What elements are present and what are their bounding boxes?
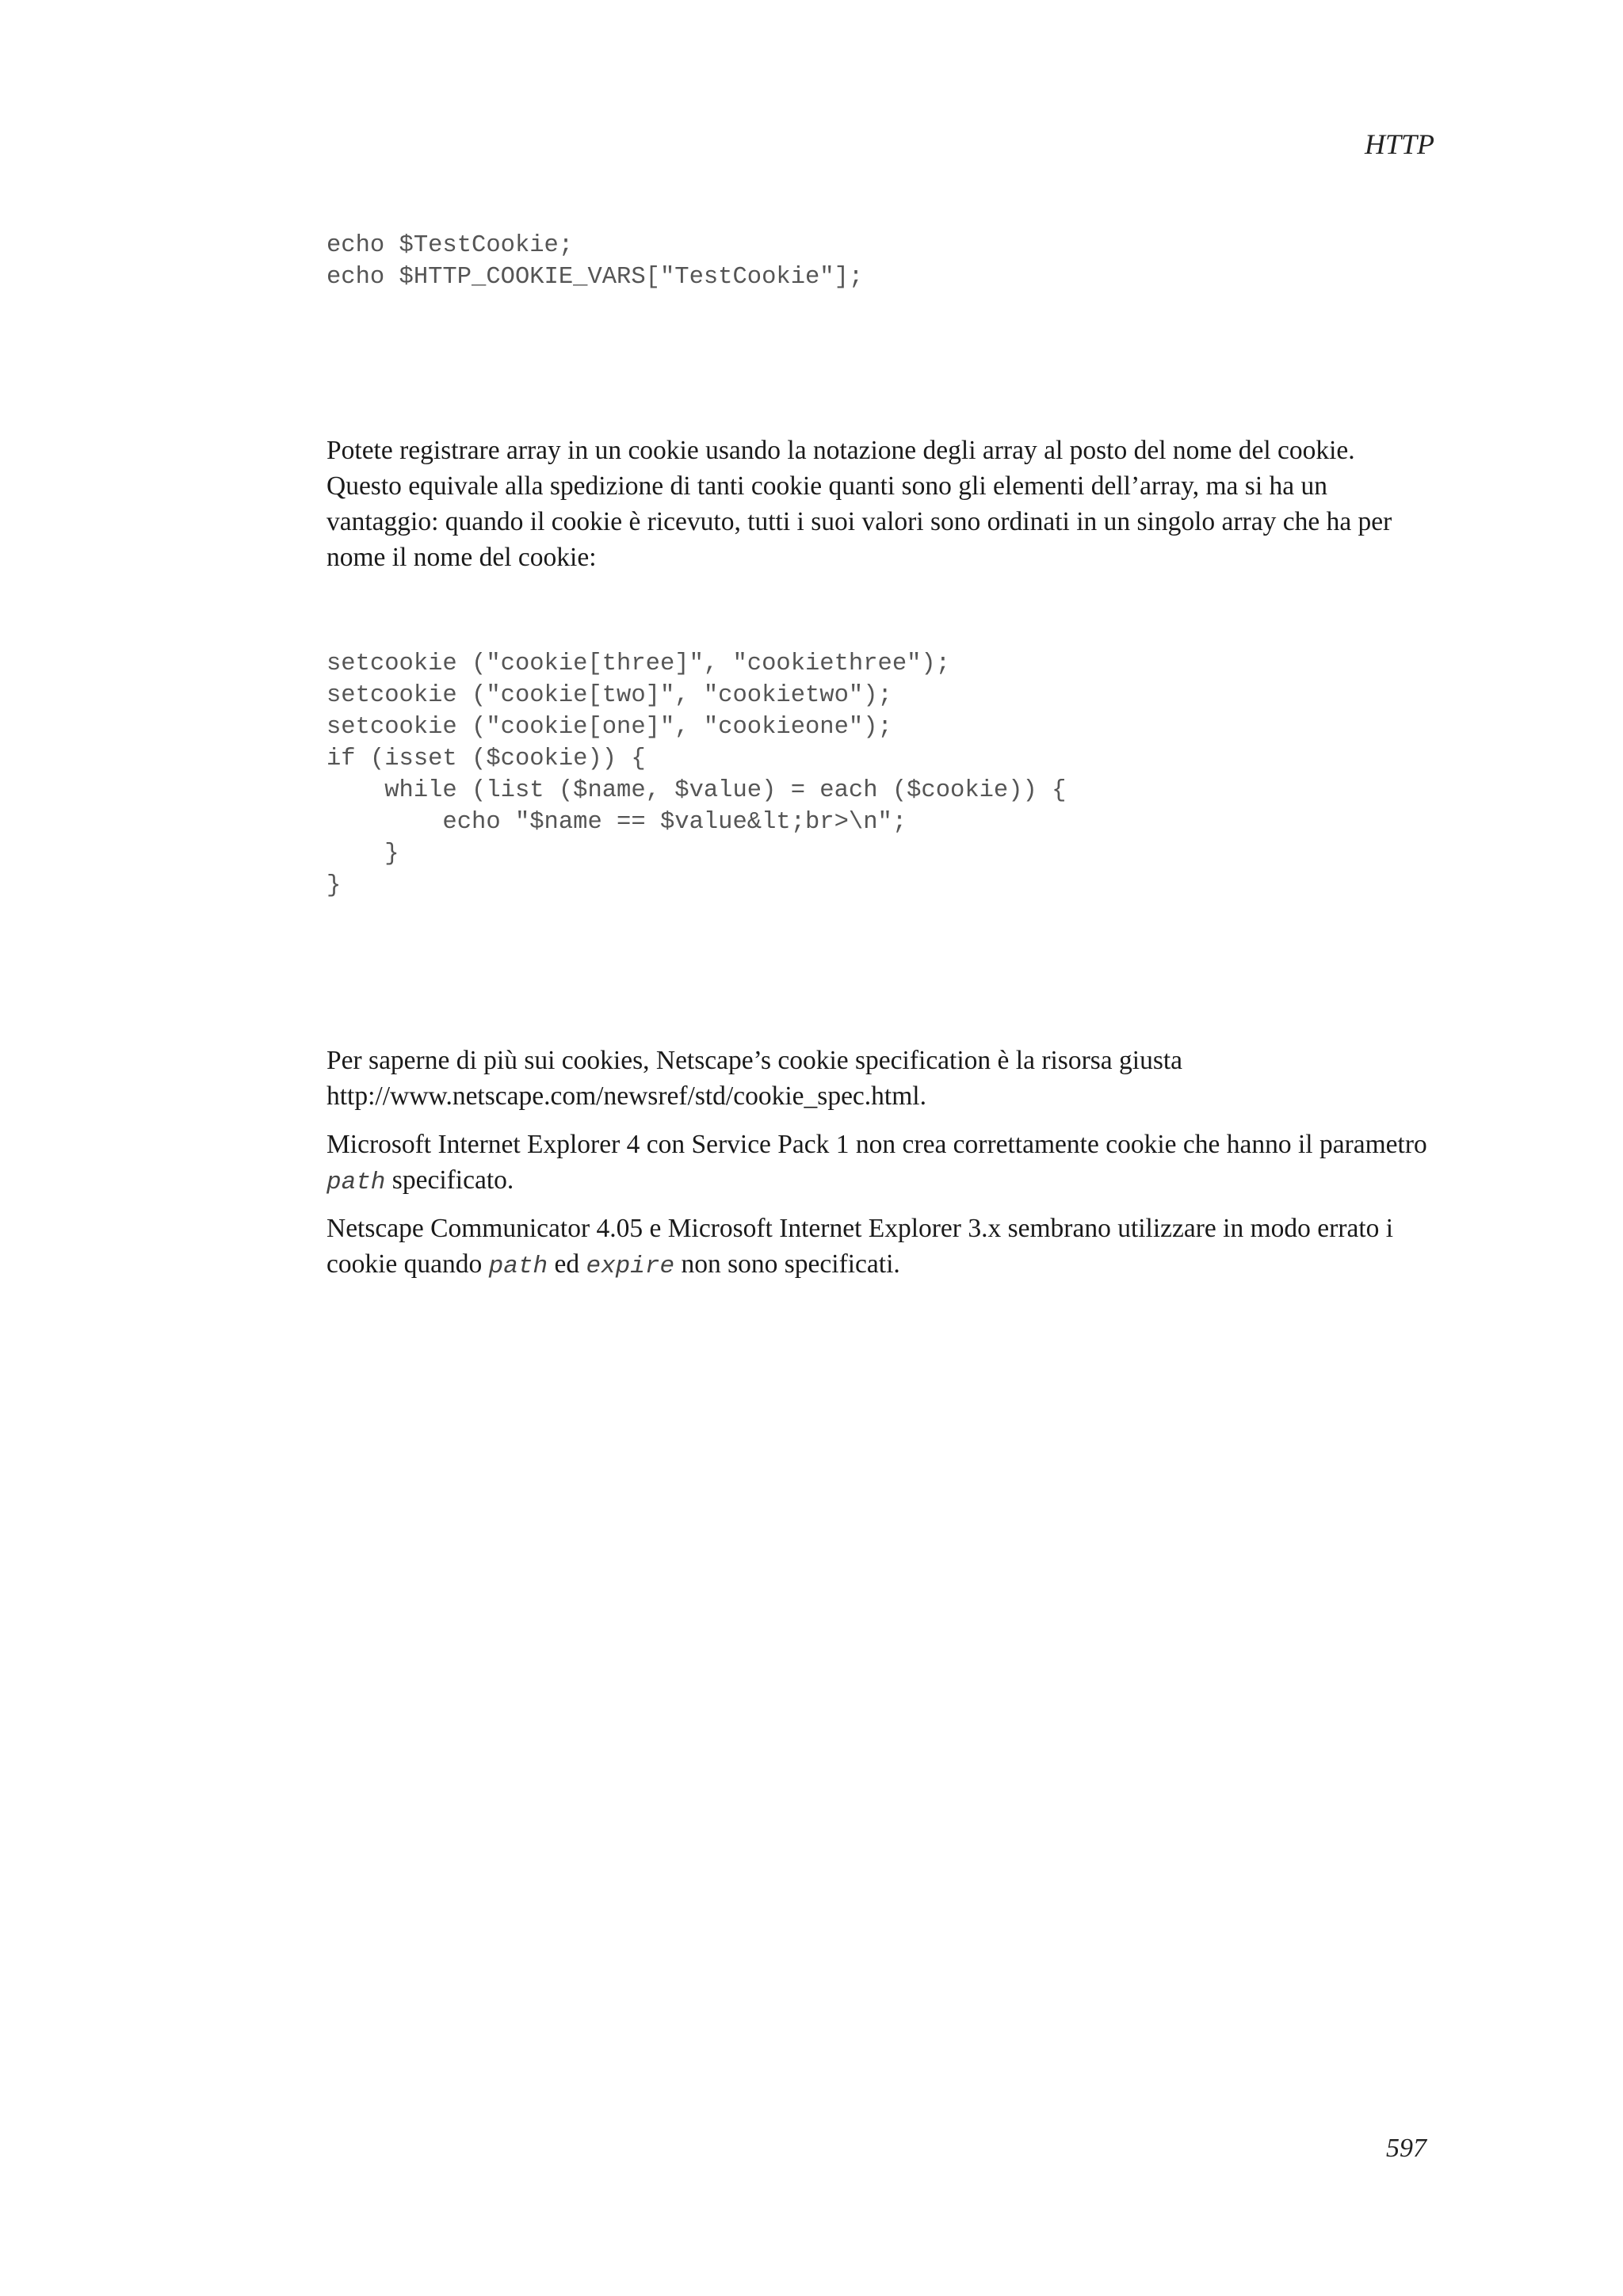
page-number: 597 <box>1386 2134 1426 2163</box>
text-segment: Netscape Communicator 4.05 e Microsoft Internet Explorer 3.x sembrano utilizzare in modo errato i cookie quando <box>327 1214 1394 1279</box>
code-line: echo "$name == $value&lt;br>\n"; <box>327 809 907 836</box>
code-line: } <box>327 841 399 868</box>
code-line: } <box>327 872 342 899</box>
inline-code-path: path <box>488 1253 548 1280</box>
inline-code-path: path <box>327 1169 386 1196</box>
paragraph-netscape-note <box>327 1211 1436 1284</box>
text-segment: Microsoft Internet Explorer 4 con Service Pack 1 non crea correttamente cookie che hanno il parametro <box>327 1130 1427 1159</box>
paragraph-arrays-intro: Potete registrare array in un cookie usando la notazione degli array al posto del nome del cookie. Questo equivale alla spedizione di tanti cookie quanti sono gli elementi dell’array, ma si ha un vantaggio: quando il cookie è ricevuto, tutti i suoi valori sono ordinati in un singolo array che ha per nome il nome del cookie: <box>327 436 1392 572</box>
text-segment: specificato. <box>385 1165 514 1195</box>
inline-code-expire: expire <box>586 1253 675 1280</box>
paragraph-more-info: Per saperne di più sui cookies, Netscape’s cookie specification è la risorsa giusta http://www.netscape.com/newsref/std/cookie_spec.html. <box>327 1046 1183 1111</box>
code-line: setcookie ("cookie[two]", "cookietwo"); <box>327 682 892 709</box>
code-line: setcookie ("cookie[one]", "cookieone"); <box>327 714 892 741</box>
code-line: echo $HTTP_COOKIE_VARS["TestCookie"]; <box>327 264 864 291</box>
code-line: if (isset ($cookie)) { <box>327 746 646 772</box>
running-header: HTTP <box>1364 128 1434 160</box>
code-block-echo-cookie <box>327 230 863 293</box>
code-line: setcookie ("cookie[three]", "cookiethree"); <box>327 650 951 677</box>
code-block-setcookie-array <box>327 648 1066 902</box>
code-line: echo $TestCookie; <box>327 232 574 259</box>
code-line: while (list ($name, $value) = each ($cookie)) { <box>327 777 1067 804</box>
text-segment: ed <box>548 1249 586 1279</box>
paragraph-msie-note <box>327 1127 1436 1200</box>
text-segment: non sono specificati. <box>674 1249 900 1279</box>
